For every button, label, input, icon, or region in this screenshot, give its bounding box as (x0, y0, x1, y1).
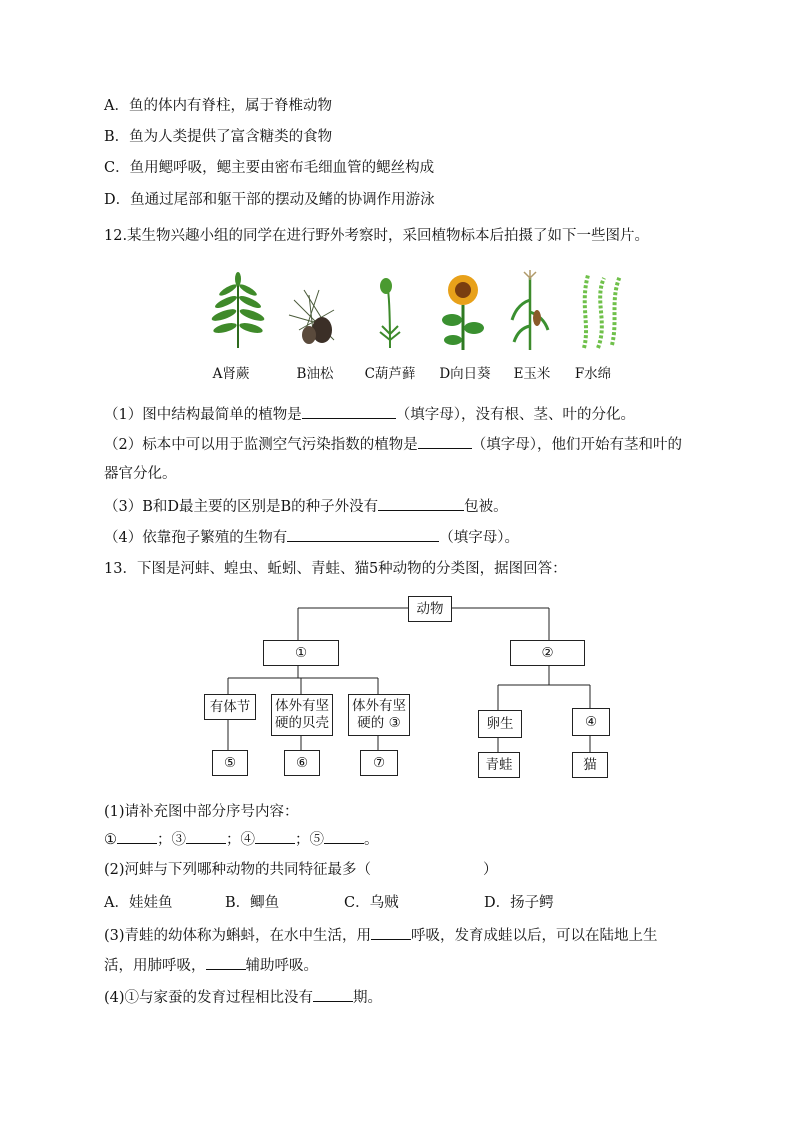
q12-part2-text-end: （填字母），他们开始有茎和叶的 (471, 437, 682, 453)
q13-option-d: D．扬子鳄 (484, 895, 554, 911)
q12-part3-text: （3）B和D最主要的区别是B的种子外没有 (104, 499, 379, 515)
q13-option-c: C．乌贼 (344, 895, 399, 911)
q12-part2-cont: 器官分化。 (104, 466, 177, 482)
node-exoskeleton-line2: 硬的 ③ (357, 715, 401, 731)
plant-label-b: B油松 (296, 366, 334, 382)
sentence-end: 。 (364, 832, 379, 848)
q13-part1: (1)请补充图中部分序号内容： (104, 804, 299, 820)
q13-part3-cont (104, 955, 318, 976)
q13-part3-text-end: 辅助呼吸。 (245, 958, 318, 974)
node-5: ⑤ (212, 750, 248, 776)
q12-part1-text: （1）图中结构最简单的植物是 (104, 407, 302, 423)
q13-part1-blanks (104, 829, 379, 850)
q12-part4-text: （4）依靠孢子繁殖的生物有 (104, 530, 288, 546)
q13-part4 (104, 987, 382, 1008)
node-animals: 动物 (408, 596, 452, 622)
answer-blank[interactable] (206, 955, 246, 970)
q12-part4-text-end: （填字母）。 (439, 530, 519, 546)
q13-part3 (104, 925, 658, 946)
node-exoskeleton (348, 694, 410, 736)
plant-label-c: C葫芦藓 (364, 366, 416, 382)
q13-part3-text-cont: 活，用肺呼吸， (104, 958, 206, 974)
node-7: ⑦ (360, 750, 398, 776)
node-shell-line2: 硬的贝壳 (275, 715, 329, 731)
answer-blank[interactable] (186, 829, 226, 844)
node-exoskeleton-line1: 体外有坚 (352, 698, 406, 714)
q11-option-b: B．鱼为人类提供了富含糖类的食物 (104, 129, 333, 145)
node-4: ④ (572, 708, 610, 736)
node-oviparous: 卵生 (478, 710, 522, 738)
node-cat: 猫 (572, 752, 608, 778)
blank-label-4: ；④ (226, 832, 255, 848)
q13-option-a: A．娃娃鱼 (104, 895, 173, 911)
answer-blank[interactable] (255, 829, 295, 844)
q11-option-d: D．鱼通过尾部和躯干部的摆动及鳍的协调作用游泳 (104, 192, 435, 208)
q13-part2-text: (2)河蚌与下列哪种动物的共同特征最多（ (104, 862, 372, 878)
node-frog: 青蛙 (478, 752, 520, 778)
q11-option-c: C．鱼用鳃呼吸，鳃主要由密布毛细血管的鳃丝构成 (104, 160, 435, 176)
q11-option-a: A．鱼的体内有脊柱，属于脊椎动物 (104, 98, 332, 114)
q13-part3-text: (3)青蛙的幼体称为蝌蚪，在水中生活，用 (104, 928, 372, 944)
q13-options (104, 893, 554, 913)
answer-blank[interactable] (371, 925, 411, 940)
node-shell-line1: 体外有坚 (275, 698, 329, 714)
q13-part2 (104, 860, 498, 880)
answer-blank[interactable] (324, 829, 364, 844)
plant-label-a: A肾蕨 (212, 366, 250, 382)
q13-part4-text-end: 期。 (353, 990, 383, 1006)
node-segmented: 有体节 (204, 694, 256, 720)
node-shell (271, 694, 333, 736)
q13-part4-text: (4)①与家蚕的发育过程相比没有 (104, 990, 314, 1006)
q12-part3-text-end: 包被。 (464, 499, 508, 515)
answer-blank[interactable] (117, 829, 157, 844)
blank-label-1: ① (104, 832, 117, 848)
blank-label-3: ；③ (157, 832, 186, 848)
answer-blank[interactable] (313, 987, 353, 1002)
node-2: ② (510, 640, 585, 666)
q12-stem: 12.某生物兴趣小组的同学在进行野外考察时，采回植物标本后拍摄了如下一些图片。 (104, 228, 650, 244)
q12-part1-text-end: （填字母），没有根、茎、叶的分化。 (395, 407, 635, 423)
q13-option-b: B．鲫鱼 (225, 895, 280, 911)
q12-part2-text: （2）标本中可以用于监测空气污染指数的植物是 (104, 437, 418, 453)
node-1: ① (263, 640, 339, 666)
q13-stem: 13．下图是河蚌、蝗虫、蚯蚓、青蛙、猫5种动物的分类图，据图回答： (104, 561, 567, 577)
plant-label-d: D向日葵 (439, 366, 491, 382)
q13-part3-text-mid: 呼吸，发育成蛙以后，可以在陆地上生 (411, 928, 658, 944)
q13-part2-end: ） (483, 862, 498, 878)
plant-label-f: F水绵 (574, 366, 612, 382)
blank-label-5: ；⑤ (295, 832, 324, 848)
node-6: ⑥ (284, 750, 320, 776)
plant-label-e: E玉米 (513, 366, 551, 382)
